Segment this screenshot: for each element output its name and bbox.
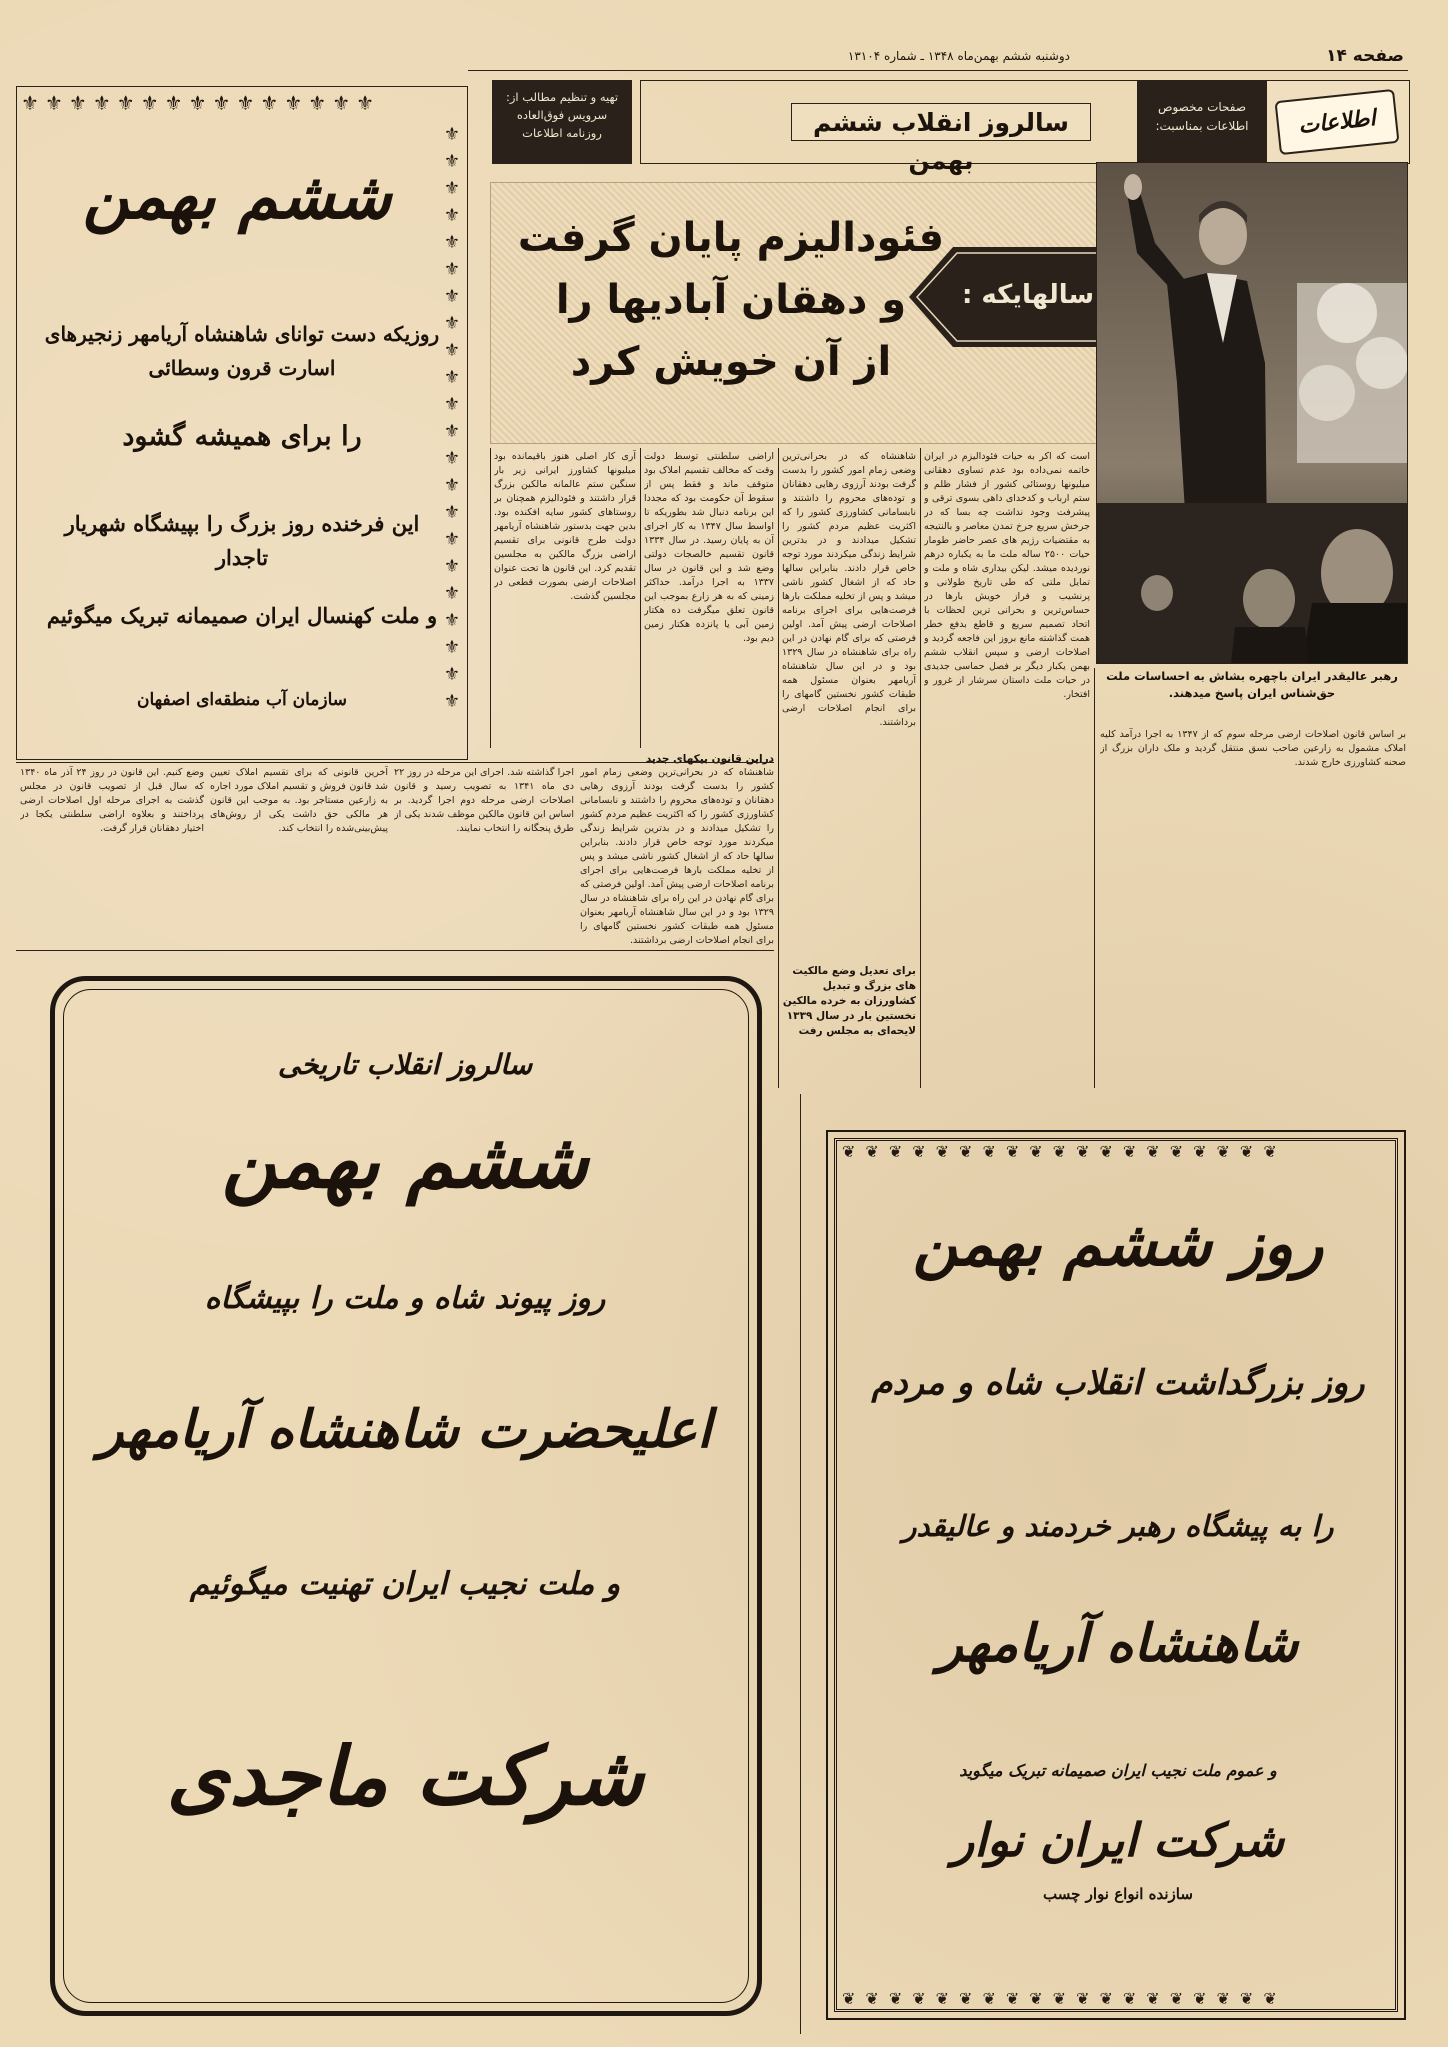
headline-line-2: و دهقان آبادیها را — [555, 277, 907, 323]
ad3-line-2: را به پیشگاه رهبر خردمند و عالیقدر — [902, 1509, 1334, 1543]
strip-col-2: آخرین قانونی که برای تقسیم املاک تعیین شد قانون فروش و تقسیم املاک مورد اجاره به زارعین مستاجر بود. به موجب این قانون هر مالکی حق داشت یکی از روش‌های پیش‌بینی‌شده را انتخاب کند. — [210, 767, 388, 834]
photo-shah — [1096, 162, 1408, 664]
ad2-line-1: سالروز انقلاب تاریخی — [277, 1048, 533, 1081]
article-subhead-1: دراین قانون بیکهای جدید — [645, 753, 774, 765]
ad3-line-1: روز بزرگداشت انقلاب شاه و مردم — [871, 1363, 1365, 1403]
ad2-line-2: روز پیوند شاه و ملت را بپیشگاه — [204, 1281, 606, 1316]
ad1-line-4: و ملت کهنسال ایران صمیمانه تبریک میگوئیم — [46, 603, 438, 628]
article-col-3: اراضی سلطنتی توسط دولت وقت که مخالف تقسیم املاک بود متوقف ماند و فقط پس از سقوط آن حکومت بود که مجددا این برنامه دنبال شد بطوریکه تا اواسط سال ۱۳۴۷ به کار اجرای آن به پایان رسید. در سال ۱۳۳۴ قانون تقسیم خالصجات دولتی وضع شد و این قانون در سال ۱۳۳۷ به اجرا درآمد. حداکثر زمینی که به هر زارع بموجب این قانون تعلق میگرفت ده هکتار زمین آبی یا پانزده هکتار زمین دیم بود. — [644, 451, 774, 644]
ad1-title: ششم بهمن — [82, 159, 392, 234]
ad1-signature: سازمان آب منطقه‌ای اصفهان — [136, 690, 348, 710]
article-col-1: است که اکر به حیات فئودالیزم در ایران خاتمه نمی‌داده بود عدم تساوی دهقانی میلیونها روستائی کشور از فشار ظلم و ستم ارباب و کدخدای داهی بسوی ترقی و پیشرفت وجود نداشت چه بسا که در جرخش سریع جرخ تمدن معاصر و بالنتیجه به مقتضیات رژیم های عصر حاضر طومار حیات ۲۵۰۰ ساله ملت ما به یکباره درهم نوردیده میشد. لیکن بیداری شاه و ملت و تمایل ملتی که طی تاریخ طولانی و پرنشیب و فراز خویش بارها در حساس‌ترین و بحرانی ترین لحظات با اتحاد تصمیم سریع و قاطع بدفع خطر همت گذاشته مانع بروز این فاجعه گردید و اصلاحات ارضی و سپس انقلاب ششم بهمن یکبار دیگر بر فصل حماسی جدیدی در حیات ملت داستان سرشار از غرور و افتخار. — [924, 451, 1090, 700]
banner-logo — [1266, 80, 1410, 164]
logo-mark: اطلاعات — [1275, 89, 1400, 155]
ad1-line-3: این فرخنده روز بزرگ را بپیشگاه شهریار تاجدار — [64, 511, 420, 570]
strip-col-3: وضع کنیم. این قانون در روز ۲۴ آذر ماه ۱۳۴۰ که سال قبل از تصویب قانون در مجلس گذشت به اجرای مرحله اول اصلاحات ارضی پرداختند و بعلاوه اراضی سلطنتی یکجا در اختیار دهقانان قرار گرفت. — [20, 767, 204, 834]
ad3-title: روز ششم بهمن — [912, 1207, 1324, 1280]
banner-title: سالروز انقلاب ششم بهمن — [791, 103, 1091, 141]
ad-isfahan-water — [16, 86, 468, 760]
headline-line-1: فئودالیزم پایان گرفت — [517, 215, 945, 261]
ad3-line-4: و عموم ملت نجیب ایران صمیمانه تبریک میگوید — [959, 1761, 1277, 1780]
banner-title-box — [640, 80, 1138, 175]
strip-col-1: اجرا گذاشته شد. اجرای این مرحله در روز ۲۲ دی ماه ۱۳۴۱ به تصویب رسید و قانون اصلاحات ارضی مرحله دوم اجرا گردید. بر اساس این قانون مالکین موظف شدند یکی از طرق پنجگانه را انتخاب نمایند. — [394, 767, 574, 834]
ad1-line-2: را برای همیشه گشود — [122, 421, 362, 452]
banner-special-pages: صفحات مخصوص اطلاعات بمناسبت: — [1138, 80, 1266, 164]
headline-line-3: از آن خویش کرد — [570, 339, 892, 385]
ad2-signature: شرکت ماجدی — [166, 1729, 644, 1823]
article-col-2: شاهنشاه که در بحرانی‌ترین وضعی زمام امور کشور را بدست گرفت بودند آرزوی رهایی دهقانان و توده‌های محروم را داشتند و نابسامانی کشاورزی کشور را که اکثریت عظیم مردم کشور را تشکیل میدادند و در بدترین شرایط زندگی میکردند مورد توجه خاص قرار دادند. بنابراین سالها حاد که از اشغال کشور ناشی میشد و پس از تخلیه مملکت بارها فرصت‌هایی برای اجرای برنامه اصلاحات ارضی پیش آمد. اولین فرصتی که برای گام نهادن در این راه برای شاهنشاه در سال ۱۳۲۹ بود و در این سال شاهنشاه آریامهر بعنوان مسئول همه طبقات کشور نخستین گامهای را برای انجام اصلاحات ارضی برداشتند. — [782, 451, 916, 728]
ad1-right-border: ⚜ ⚜ ⚜ ⚜ ⚜ ⚜ ⚜ ⚜ ⚜ ⚜ ⚜ ⚜ ⚜ ⚜ ⚜ ⚜ ⚜ ⚜ ⚜ ⚜ ⚜ ⚜ — [443, 124, 461, 712]
headline-block — [490, 182, 1098, 444]
ad2-title: ششم بهمن — [221, 1116, 589, 1205]
ad3-top-border: ❦❦❦❦❦❦❦❦❦❦❦❦❦❦❦❦❦❦❦ — [842, 1142, 1287, 1161]
ad3-bottom-border: ❦❦❦❦❦❦❦❦❦❦❦❦❦❦❦❦❦❦❦ — [842, 1989, 1287, 2008]
banner-service-credit: تهیه و تنظیم مطالب از: سرویس فوق‌العاده روزنامه اطلاعات — [492, 80, 632, 164]
strip-col-4: شاهنشاه که در بحرانی‌ترین وضعی زمام امور کشور را بدست گرفت بودند آرزوی رهایی دهقانان و توده‌های محروم را داشتند و نابسامانی کشاورزی کشور را که اکثریت عظیم مردم کشور را تشکیل میدادند و در بدترین شرایط زندگی میکردند مورد توجه خاص قرار دادند. بنابراین سالها حاد که از اشغال کشور ناشی میشد و پس از تخلیه مملکت بارها فرصت‌هایی برای اجرای برنامه اصلاحات ارضی پیش آمد. اولین فرصتی که برای گام نهادن در این راه برای شاهنشاه در سال ۱۳۲۹ بود و در این سال شاهنشاه آریامهر بعنوان مسئول همه طبقات کشور نخستین گامهای را برای انجام اصلاحات ارضی برداشتند. — [580, 767, 774, 946]
article-subhead-2: برای تعدیل وضع مالکیت های بزرگ و تبدیل کشاورزان به خرده مالکین نخستین بار در سال ۱۳۳۹ لایحه‌ای به مجلس رفت — [782, 965, 916, 1037]
ad2-line-4: و ملت نجیب ایران تهنیت میگوئیم — [189, 1566, 621, 1602]
ad2-line-3: اعلیحضرت شاهنشاه آریامهر — [98, 1399, 712, 1460]
ad1-top-border: ⚜⚜⚜⚜⚜⚜⚜⚜⚜⚜⚜⚜⚜⚜⚜ — [21, 91, 381, 115]
ad3-signature: شرکت ایران نوار — [951, 1813, 1285, 1867]
ad1-line-1: روزیکه دست توانای شاهنشاه آریامهر زنجیرهای اسارت قرون وسطائی — [44, 322, 440, 380]
kicker-text: سالهایکه : — [961, 280, 1095, 310]
ad-iran-navar — [826, 1130, 1406, 2020]
article-col-4: آری کار اصلی هنوز باقیمانده بود میلیونها کشاورز ایرانی زیر بار سنگین ستم عالمانه مالکین بزرگ قرار داشتند و فئودالیزم همچنان بر روستاهای کشور سایه افکنده بود. بدین جهت بدستور شاهنشاه آریامهر دولت طرح قانونی برای تقسیم اراضی بزرگ مالکین به مجلسین تقدیم کرد. این قانون ها تحت عنوان اصلاحات ارضی بصورت قطعی در مجلسین گذشت. — [494, 451, 636, 602]
top-header — [470, 44, 1410, 70]
photo-caption: رهبر عالیقدر ایران باچهره بشاش به احساسات ملت حق‌شناس ایران پاسخ میدهند. — [1106, 669, 1398, 700]
ad3-line-3: شاهنشاه آریامهر — [937, 1613, 1299, 1674]
ad3-tagline: سازنده انواع نوار چسب — [1043, 1885, 1193, 1903]
page-label: صفحه ۱۴ — [1326, 46, 1404, 66]
date-line: دوشنبه ششم بهمن‌ماه ۱۳۴۸ ـ شماره ۱۳۱۰۴ — [847, 49, 1070, 63]
photo-illustration — [1097, 163, 1408, 664]
article-col-5: بر اساس قانون اصلاحات ارضی مرحله سوم که از ۱۳۴۷ به اجرا درآمد کلیه املاک مشمول به زارعین صاحب نسق منتقل گردید و ملک داران بزرگ از صحنه کشاورزی خارج شدند. — [1100, 729, 1406, 768]
ad-majedi — [50, 976, 762, 2016]
